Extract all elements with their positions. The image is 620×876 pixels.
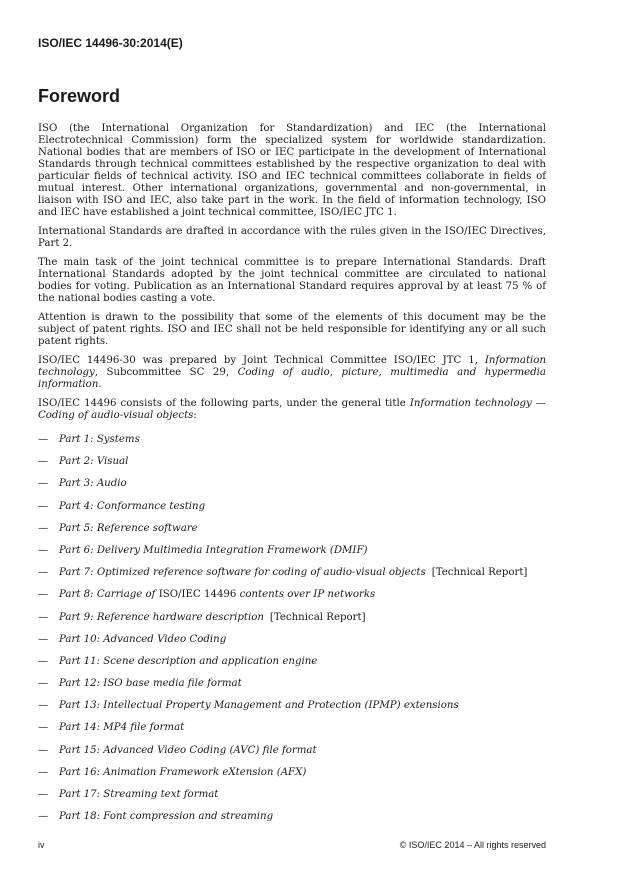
part-title: Part 4: Conformance testing (59, 500, 206, 512)
dash-bullet: — (38, 522, 49, 534)
p5-text-e: . (98, 379, 102, 390)
list-item (38, 678, 546, 700)
part-title: Part 15: Advanced Video Coding (AVC) file format (59, 744, 317, 756)
list-item (38, 745, 546, 767)
list-item (38, 434, 546, 456)
paragraph-6 (38, 398, 546, 422)
foreword-body (38, 123, 546, 833)
p5-text-d: Coding of audio, picture, multimedia and hypermedia information (38, 367, 546, 390)
dash-bullet: — (38, 633, 49, 645)
dash-bullet: — (38, 811, 49, 823)
document-id: ISO/IEC 14496-30:2014(E) (38, 36, 183, 50)
list-item (38, 612, 546, 634)
list-item (38, 501, 546, 523)
list-item (38, 478, 546, 500)
list-item (38, 722, 546, 744)
part-title: Part 9: Reference hardware description (59, 611, 264, 623)
dash-bullet: — (38, 789, 49, 800)
part-title: Part 13: Intellectual Property Management and Protection (IPMP) extensions (59, 700, 459, 712)
dash-bullet: — (38, 700, 49, 712)
copyright-notice: © ISO/IEC 2014 – All rights reserved (399, 840, 546, 850)
part-title: Part 6: Delivery Multimedia Integration Framework (DMIF) (59, 544, 368, 556)
list-item (38, 456, 546, 478)
part-title: Part 1: Systems (59, 434, 140, 445)
part-note: [Technical Report] (431, 567, 528, 579)
list-item (38, 634, 546, 656)
part-note: [Technical Report] (269, 611, 366, 623)
part-title: Part 8: Carriage of (59, 589, 159, 601)
paragraph-2: International Standards are drafted in accordance with the rules given in the ISO/IEC Directives, Part 2. (38, 226, 546, 249)
paragraph-1: ISO (the International Organization for Standardization) and IEC (the International Electrotechnical Commission) form the specialized system for worldwide standardization. National bodies that are members of ISO or IEC participate in the development of International Standards through technical committees established by the respective organization to deal with particular fields of technical activity. ISO and IEC technical committees collaborate in fields of mutual interest. Other international organizations, governmental and non-governmental, in liaison with ISO and IEC, also take part in the work. In the field of information technology, ISO and IEC have established a joint technical committee, ISO/IEC JTC 1. (38, 123, 546, 218)
list-item (38, 589, 546, 611)
paragraph-3: The main task of the joint technical committee is to prepare International Standards. Draft International Standards adopted by the joint technical committee are circulated to national bodies for voting. Publication as an International Standard requires approval by at least 75 % of the national bodies casting a vote. (38, 257, 546, 304)
p5-text-a: ISO/IEC 14496-30 was prepared by Joint Technical Committee ISO/IEC JTC 1, (38, 355, 485, 366)
p6-text-c: : (193, 410, 197, 421)
part-title: Part 7: Optimized reference software for coding of audio-visual objects (59, 567, 426, 579)
dash-bullet: — (38, 744, 49, 756)
part-title-continued: contents over IP networks (236, 589, 376, 601)
dash-bullet: — (38, 655, 49, 667)
part-title: Part 2: Visual (59, 456, 129, 468)
p5-text-c: , Subcommittee SC 29, (94, 367, 238, 378)
p5-text-b: Information technology (38, 355, 546, 378)
dash-bullet: — (38, 567, 49, 579)
dash-bullet: — (38, 434, 49, 445)
list-item (38, 523, 546, 545)
p6-text-b: Information technology — Coding of audio-visual objects (38, 398, 546, 421)
page-number: iv (38, 840, 45, 850)
list-item (38, 767, 546, 789)
part-title: Part 12: ISO base media file format (59, 678, 242, 690)
part-title: Part 16: Animation Framework eXtension (AFX) (59, 766, 307, 778)
list-item (38, 656, 546, 678)
dash-bullet: — (38, 478, 49, 490)
parts-list (38, 434, 546, 833)
paragraph-5 (38, 355, 546, 391)
part-title: Part 10: Advanced Video Coding (59, 633, 227, 645)
dash-bullet: — (38, 544, 49, 556)
list-item (38, 545, 546, 567)
p6-text-a: ISO/IEC 14496 consists of the following parts, under the general title (38, 398, 410, 409)
part-title: Part 17: Streaming text format (59, 789, 219, 800)
paragraph-4: Attention is drawn to the possibility that some of the elements of this document may be the subject of patent rights. ISO and IEC shall not be held responsible for identifying any or all such patent rights. (38, 312, 546, 347)
dash-bullet: — (38, 611, 49, 623)
part-title: Part 14: MP4 file format (59, 722, 185, 734)
dash-bullet: — (38, 589, 49, 601)
dash-bullet: — (38, 456, 49, 468)
dash-bullet: — (38, 722, 49, 734)
part-title-upright: ISO/IEC 14496 (158, 589, 237, 601)
part-title: Part 18: Font compression and streaming (59, 811, 274, 823)
list-item (38, 811, 546, 833)
part-title: Part 3: Audio (59, 478, 127, 490)
list-item (38, 567, 546, 589)
list-item (38, 700, 546, 722)
part-title: Part 5: Reference software (59, 522, 198, 534)
dash-bullet: — (38, 766, 49, 778)
part-title: Part 11: Scene description and application engine (59, 655, 318, 667)
page-title: Foreword (38, 86, 121, 106)
dash-bullet: — (38, 500, 49, 512)
list-item (38, 789, 546, 811)
dash-bullet: — (38, 678, 49, 690)
